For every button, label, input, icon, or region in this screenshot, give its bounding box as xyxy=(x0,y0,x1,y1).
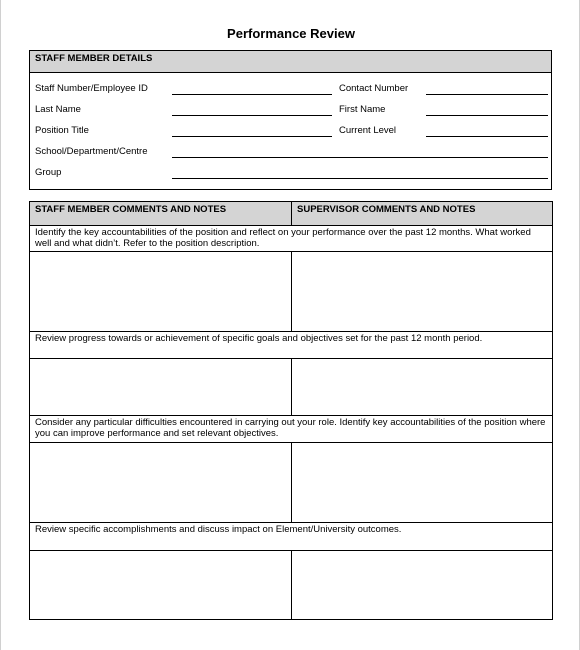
last-name-field[interactable] xyxy=(172,115,332,116)
staff-comment-area-3[interactable] xyxy=(30,443,292,523)
page-title: Performance Review xyxy=(227,26,355,41)
review-prompt-3: Consider any particular difficulties encountered in carrying out your role. Identify key accountabilities of the position where you can improve performance and set relevant objectives. xyxy=(30,416,552,443)
staff-details-heading: STAFF MEMBER DETAILS xyxy=(30,51,551,73)
staff-details-section xyxy=(29,50,552,190)
position-title-label: Position Title xyxy=(35,125,89,136)
staff-comment-area-2[interactable] xyxy=(30,359,292,416)
contact-number-label: Contact Number xyxy=(339,83,409,94)
review-prompt-2: Review progress towards or achievement of specific goals and objectives set for the past 12 month period. xyxy=(30,332,552,359)
supervisor-comment-area-3[interactable] xyxy=(292,443,552,523)
staff-number-label: Staff Number/Employee ID xyxy=(35,83,148,94)
comments-table xyxy=(29,201,553,620)
position-title-field[interactable] xyxy=(172,136,332,137)
first-name-label: First Name xyxy=(339,104,386,115)
review-prompt-4: Review specific accomplishments and discuss impact on Element/University outcomes. xyxy=(30,523,552,551)
group-label: Group xyxy=(35,167,62,178)
current-level-label: Current Level xyxy=(339,125,397,136)
staff-number-field[interactable] xyxy=(172,94,332,95)
review-prompt-1: Identify the key accountabilities of the position and reflect on your performance over the past 12 months. What worked well and what didn’t. Refer to the position description. xyxy=(30,226,552,252)
staff-comment-area-4[interactable] xyxy=(30,551,292,619)
group-field[interactable] xyxy=(172,178,548,179)
supervisor-comment-area-4[interactable] xyxy=(292,551,552,619)
supervisor-comment-area-2[interactable] xyxy=(292,359,552,416)
current-level-field[interactable] xyxy=(426,136,548,137)
staff-comment-area-1[interactable] xyxy=(30,252,292,332)
staff-comments-heading: STAFF MEMBER COMMENTS AND NOTES xyxy=(30,202,292,226)
school-department-field[interactable] xyxy=(172,157,548,158)
contact-number-field[interactable] xyxy=(426,94,548,95)
first-name-field[interactable] xyxy=(426,115,548,116)
supervisor-comments-heading: SUPERVISOR COMMENTS AND NOTES xyxy=(292,202,552,226)
supervisor-comment-area-1[interactable] xyxy=(292,252,552,332)
last-name-label: Last Name xyxy=(35,104,81,115)
school-department-label: School/Department/Centre xyxy=(35,146,148,157)
